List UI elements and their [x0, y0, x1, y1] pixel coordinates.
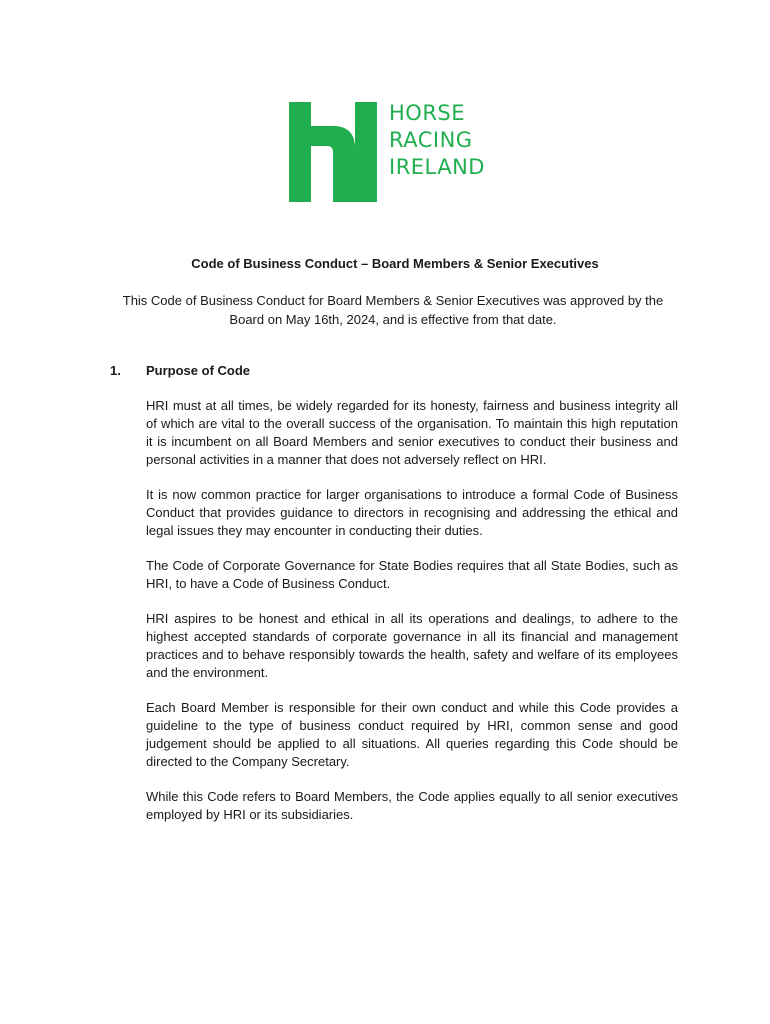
logo-line-ireland: IRELAND — [389, 155, 485, 179]
paragraph: HRI aspires to be honest and ethical in all its operations and dealings, to adhere to the highest accepted standards of corporate governance in all its financial and management practices and to behave responsibly towards the health, safety and welfare of its employees and the environment. — [146, 611, 678, 680]
hri-logo — [289, 102, 509, 204]
document-title: Code of Business Conduct – Board Members & Senior Executives — [191, 256, 599, 271]
logo-line-horse: HORSE — [389, 101, 466, 125]
paragraph: HRI must at all times, be widely regarded for its honesty, fairness and business integrity all of which are vital to the overall success of the organisation. To maintain this high reputation it is incumbent on all Board Members and senior executives to conduct their business and personal activities in a manner that does not adversely reflect on HRI. — [146, 398, 678, 467]
intro-paragraph: This Code of Business Conduct for Board Members & Senior Executives was approved by the Board on May 16th, 2024, and is effective from that date. — [122, 293, 664, 327]
section-body — [146, 397, 678, 841]
paragraph: Each Board Member is responsible for their own conduct and while this Code provides a guideline to the type of business conduct required by HRI, common sense and good judgement should be applied to all situations. All queries regarding this Code should be directed to the Company Secretary. — [146, 700, 678, 769]
paragraph: The Code of Corporate Governance for State Bodies requires that all State Bodies, such as HRI, to have a Code of Business Conduct. — [146, 558, 678, 591]
paragraph: While this Code refers to Board Members, the Code applies equally to all senior executives employed by HRI or its subsidiaries. — [146, 789, 678, 822]
paragraph: It is now common practice for larger organisations to introduce a formal Code of Business Conduct that provides guidance to directors in recognising and addressing the ethical and legal issues they may encounter in conducting their duties. — [146, 487, 678, 538]
logo-line-racing: RACING — [389, 128, 473, 152]
section-number: 1. — [110, 363, 121, 378]
hri-monogram-icon — [289, 102, 377, 202]
section-title: Purpose of Code — [146, 363, 251, 378]
logo-wordmark — [389, 100, 485, 181]
